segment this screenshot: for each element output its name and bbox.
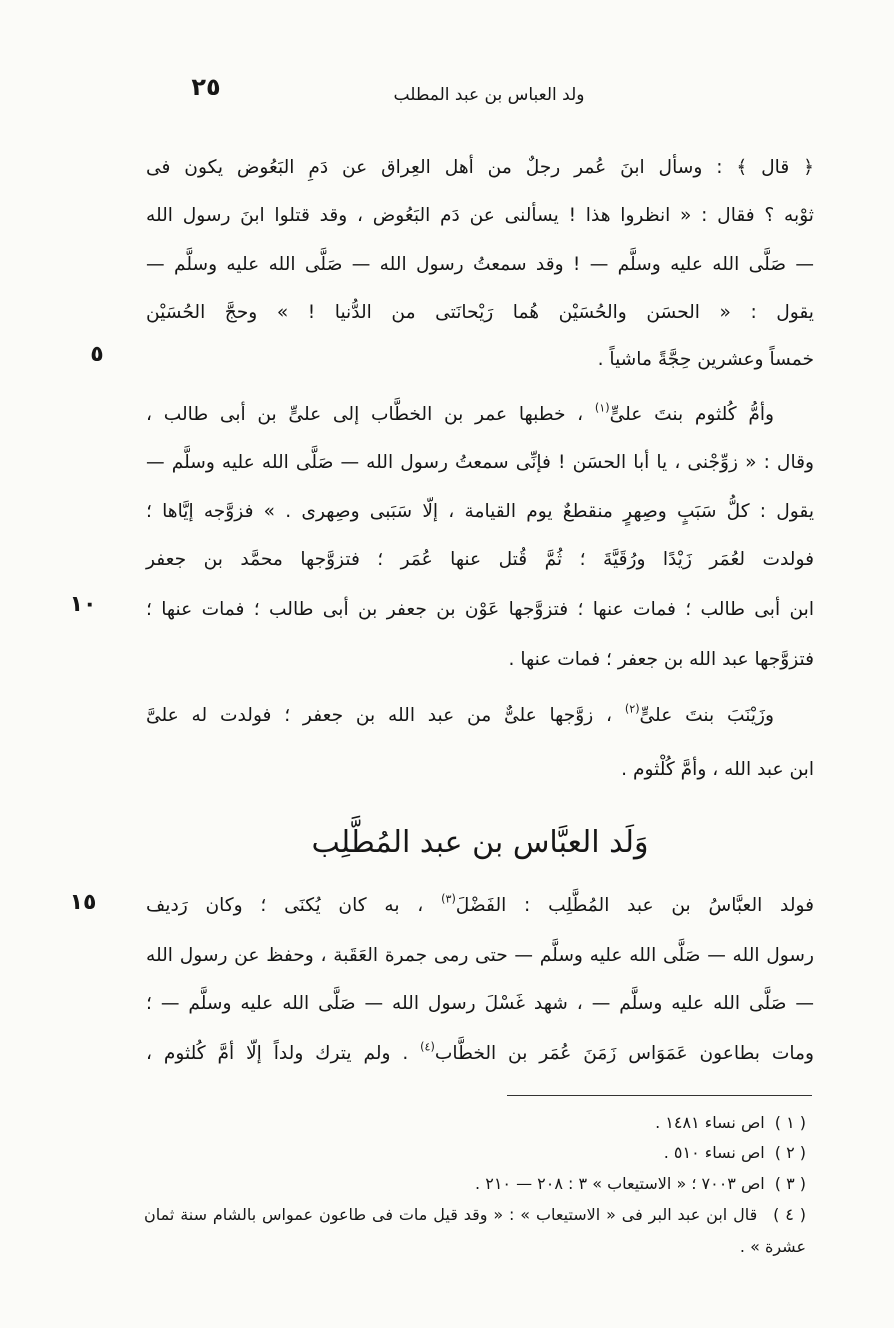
line-segment: ومات بطاعون عَمَوَاس زَمَنَ عُمَر بن الخطَّاب <box>434 1043 814 1064</box>
margin-line-number: ١٥ <box>69 890 97 915</box>
line-segment: فولد العبَّاسُ بن عبد المُطَّلِب : الفَضْلَ <box>455 895 814 916</box>
footnote <box>144 1108 806 1138</box>
body-line <box>146 635 814 685</box>
footnote-continuation <box>144 1232 806 1262</box>
body-line <box>146 881 814 931</box>
footnote <box>144 1169 806 1199</box>
line-text: ابن عبد الله ، وأمَّ كُلْثوم . <box>621 759 814 780</box>
footnote-text: اص نساء ٥١٠ . <box>663 1143 765 1162</box>
line-text: رسول الله — صَلَّى الله عليه وسلَّم — حتى رمى جمرة العَقَبة ، وحفظ عن رسول الله <box>146 945 814 966</box>
footnote <box>144 1138 806 1168</box>
footnote-reference: (١) <box>594 401 610 415</box>
footnote-text: اص ٧٠٠٣ ؛ « الاستيعاب » ٣ : ٢٠٨ — ٢١٠ . <box>475 1174 765 1193</box>
footnote-marker: ( ٣ ) <box>774 1174 806 1193</box>
line-text: — صَلَّى الله عليه وسلَّم — ، شهد غَسْلَ رسول الله — صَلَّى الله عليه وسلَّم — ؛ <box>146 993 814 1014</box>
body-line <box>146 979 814 1029</box>
line-segment: وأمُّ كُلثوم بنتَ علىٍّ <box>609 404 774 425</box>
line-text: ﴿ قال ﴾ : وسأل ابنَ عُمر رجلٌ من أهل العِراق عن دَمِ البَعُوض يكون فى <box>146 157 814 178</box>
line-text: ابن أبى طالب ؛ فمات عنها ؛ فتزوَّجها عَوْن بن جعفر بن أبى طالب ؛ فمات عنها ؛ <box>146 599 814 620</box>
line-segment: ، به كان يُكنَى ؛ وكان رَديف <box>146 895 424 916</box>
footnote-content <box>664 1143 806 1162</box>
line-segment: . ولم يترك ولداً إلّا أمَّ كُلثوم ، <box>146 1043 409 1064</box>
footnote-separator <box>507 1095 812 1096</box>
footnote-content <box>144 1205 806 1224</box>
line-text <box>146 892 814 916</box>
line-text <box>146 702 774 726</box>
running-head: ولد العباس بن عبد المطلب <box>393 85 585 105</box>
footnote-reference: (٢) <box>624 702 640 716</box>
body-line <box>146 240 814 290</box>
line-text: يقول : « الحسَن والحُسَيْن هُما رَيْحانَتى من الدُّنيا ! » وحجَّ الحُسَيْن <box>146 302 814 323</box>
footnote-text: اص نساء ١٤٨١ . <box>655 1113 765 1132</box>
footnote <box>144 1200 806 1230</box>
footnote-content <box>655 1113 806 1132</box>
footnote-content <box>475 1174 806 1193</box>
body-line <box>146 143 814 193</box>
body-line <box>146 487 814 537</box>
body-line <box>146 438 814 488</box>
line-text <box>146 401 774 425</box>
line-segment: وزَيْنَبَ بنتَ علىٍّ <box>639 705 774 726</box>
body-line <box>146 535 814 585</box>
body-line <box>146 691 814 741</box>
footnote-marker: ( ١ ) <box>774 1113 806 1132</box>
line-segment: ، زوَّجها علىٌّ من عبد الله بن جعفر ؛ فولدت له علىَّ <box>146 705 613 726</box>
body-line <box>146 335 814 385</box>
line-text: يقول : كلُّ سَبَبٍ وصِهرٍ منقطعٌ يوم القيامة ، إلّا سَبَبى وصِهرى . » فزوَّجه إيَّاها ؛ <box>146 501 814 522</box>
line-text: خمساً وعشرين حِجَّةً ماشياً . <box>597 349 814 370</box>
footnote-marker: ( ٤ ) <box>773 1205 807 1224</box>
page-number: ٢٥ <box>191 73 221 101</box>
body-line <box>146 931 814 981</box>
footnote-text: عشرة » . <box>739 1237 806 1256</box>
line-segment: ، خطبها عمر بن الخطَّاب إلى علىٍّ بن أبى طالب ، <box>146 404 584 425</box>
body-line <box>146 191 814 241</box>
section-heading: وَلَد العبَّاس بن عبد المُطَّلِب <box>311 825 649 860</box>
margin-line-number: ١٠ <box>69 592 97 617</box>
body-line <box>146 390 814 440</box>
line-text <box>146 1040 814 1064</box>
body-line <box>146 745 814 795</box>
line-text: فتزوَّجها عبد الله بن جعفر ؛ فمات عنها . <box>508 649 814 670</box>
body-line <box>146 585 814 635</box>
footnote-marker: ( ٢ ) <box>774 1143 806 1162</box>
body-line <box>146 288 814 338</box>
line-text: ثوْبه ؟ فقال : « انظروا هذا ! يسألنى عن دَم البَعُوض ، وقد قتلوا ابنَ رسول الله <box>146 205 814 226</box>
footnote-reference: (٤) <box>420 1040 435 1054</box>
margin-line-number: ٥ <box>90 342 104 367</box>
body-line <box>146 1029 814 1079</box>
line-text: وقال : « زوِّجْنى ، يا أبا الحسَن ! فإنِّى سمعتُ رسول الله — صَلَّى الله عليه وسلَّم — <box>146 452 814 473</box>
line-text: فولدت لعُمَر زَيْدًا ورُقَيَّةَ ؛ ثُمَّ قُتل عنها عُمَر ؛ فتزوَّجها محمَّد بن جعفر <box>146 549 814 570</box>
line-text: — صَلَّى الله عليه وسلَّم — ! وقد سمعتُ رسول الله — صَلَّى الله عليه وسلَّم — <box>146 254 814 275</box>
footnote-text: قال ابن عبد البر فى « الاستيعاب » : « وقد قيل مات فى طاعون عمواس بالشام سنة ثمان <box>144 1205 758 1224</box>
footnote-reference: (٣) <box>441 892 456 906</box>
